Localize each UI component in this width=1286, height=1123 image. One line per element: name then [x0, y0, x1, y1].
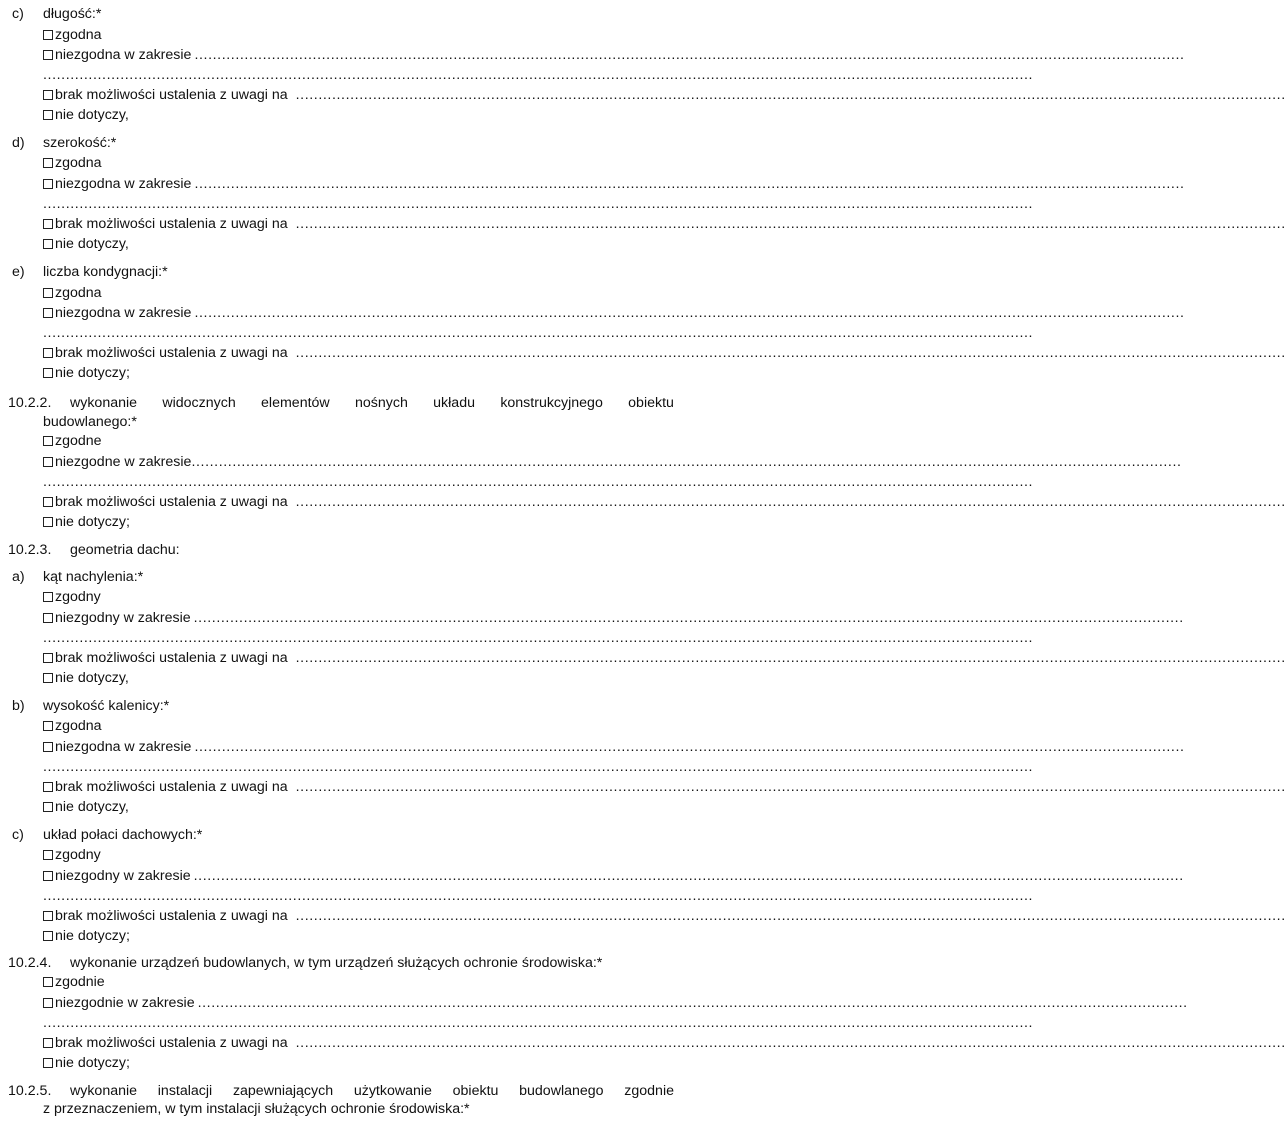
fill-in-line[interactable]: .......................................................................................................................................................................................................................... — [193, 868, 1184, 884]
option-disagree[interactable]: niezgodnie w zakresie .......................................................................................................................................................................................................................... — [43, 993, 674, 1013]
option-agree[interactable]: zgodna — [43, 283, 674, 303]
item-letter: b) — [12, 698, 25, 714]
checkbox-icon[interactable] — [43, 802, 53, 812]
fill-in-continuation[interactable] — [43, 886, 1034, 906]
checkbox-icon[interactable] — [43, 179, 53, 189]
checkbox-icon[interactable] — [43, 457, 53, 467]
item-title: szerokość:* — [43, 135, 117, 151]
option-impossible[interactable]: brak możliwości ustalenia z uwagi na .......................................................................................................................................................................................................................... — [43, 214, 674, 234]
item-letter: a) — [12, 569, 25, 585]
checkbox-icon[interactable] — [43, 998, 53, 1008]
option-agree[interactable]: zgodna — [43, 716, 674, 736]
checkbox-icon[interactable] — [43, 673, 53, 683]
option-disagree[interactable]: niezgodny w zakresie .......................................................................................................................................................................................................................... — [43, 866, 674, 886]
section-number: 10.2.4. — [8, 955, 52, 971]
section-title: wykonanie urządzeń budowlanych, w tym urządzeń służących ochronie środowiska:* — [70, 955, 603, 971]
section-title: wykonanie widocznych elementów nośnych układu konstrukcyjnego obiektu — [70, 395, 674, 411]
option-disagree[interactable]: niezgodna w zakresie .......................................................................................................................................................................................................................... — [43, 737, 674, 757]
fill-in-line[interactable]: .......................................................................................................................................................................................................................... — [194, 47, 1185, 63]
section-number: 10.2.3. — [8, 542, 52, 558]
checkbox-icon[interactable] — [43, 497, 53, 507]
section-title: wykonanie instalacji zapewniających użytkowanie obiektu budowlanego zgodnie — [70, 1083, 674, 1099]
option-not-applicable[interactable]: nie dotyczy; — [43, 363, 674, 383]
checkbox-icon[interactable] — [43, 288, 53, 298]
item-letter: d) — [12, 135, 25, 151]
option-not-applicable[interactable]: nie dotyczy, — [43, 668, 674, 688]
checkbox-icon[interactable] — [43, 721, 53, 731]
option-disagree[interactable]: niezgodna w zakresie .......................................................................................................................................................................................................................... — [43, 45, 674, 65]
checkbox-icon[interactable] — [43, 110, 53, 120]
checkbox-icon[interactable] — [43, 931, 53, 941]
fill-in-continuation[interactable] — [43, 194, 1034, 214]
fill-in-line[interactable]: .......................................................................................................................................................................................................................... — [43, 196, 1034, 212]
checkbox-icon[interactable] — [43, 850, 53, 860]
fill-in-continuation[interactable] — [43, 757, 1034, 777]
checkbox-icon[interactable] — [43, 871, 53, 881]
option-not-applicable[interactable]: nie dotyczy, — [43, 105, 674, 125]
fill-in-line[interactable]: .......................................................................................................................................................................................................................... — [43, 759, 1034, 775]
fill-in-continuation[interactable] — [43, 628, 1034, 648]
fill-in-line[interactable]: .......................................................................................................................................................................................................................... — [295, 779, 1286, 795]
checkbox-icon[interactable] — [43, 1058, 53, 1068]
checkbox-icon[interactable] — [43, 517, 53, 527]
fill-in-line[interactable]: .......................................................................................................................................................................................................................... — [43, 1015, 1034, 1031]
checkbox-icon[interactable] — [43, 653, 53, 663]
fill-in-continuation[interactable] — [43, 65, 1034, 85]
fill-in-line[interactable]: .......................................................................................................................................................................................................................... — [295, 1035, 1286, 1051]
checkbox-icon[interactable] — [43, 1038, 53, 1048]
option-not-applicable[interactable]: nie dotyczy; — [43, 926, 674, 946]
section-title-continuation: z przeznaczeniem, w tym instalacji służących ochronie środowiska:* — [43, 1101, 470, 1117]
option-agree[interactable]: zgodny — [43, 587, 674, 607]
item-letter: e) — [12, 264, 25, 280]
checkbox-icon[interactable] — [43, 911, 53, 921]
item-letter: c) — [12, 827, 24, 843]
fill-in-line[interactable]: .......................................................................................................................................................................................................................... — [43, 474, 1034, 490]
fill-in-continuation[interactable] — [43, 472, 1034, 492]
item-letter: c) — [12, 6, 24, 22]
option-agree[interactable]: zgodna — [43, 25, 674, 45]
checkbox-icon[interactable] — [43, 613, 53, 623]
option-agree[interactable]: zgodne — [43, 431, 674, 451]
checkbox-icon[interactable] — [43, 50, 53, 60]
section-number: 10.2.5. — [8, 1083, 52, 1099]
checkbox-icon[interactable] — [43, 158, 53, 168]
checkbox-icon[interactable] — [43, 592, 53, 602]
section-title: geometria dachu: — [70, 542, 180, 558]
option-impossible[interactable]: brak możliwości ustalenia z uwagi na .......................................................................................................................................................................................................................... — [43, 906, 674, 926]
fill-in-line[interactable]: .......................................................................................................................................................................................................................... — [295, 345, 1286, 361]
option-agree[interactable]: zgodna — [43, 153, 674, 173]
checkbox-icon[interactable] — [43, 308, 53, 318]
checkbox-icon[interactable] — [43, 977, 53, 987]
fill-in-line[interactable]: .......................................................................................................................................................................................................................... — [191, 454, 1182, 470]
option-not-applicable[interactable]: nie dotyczy; — [43, 1053, 674, 1073]
fill-in-line[interactable]: .......................................................................................................................................................................................................................... — [43, 888, 1034, 904]
item-title: kąt nachylenia:* — [43, 569, 144, 585]
fill-in-line[interactable]: .......................................................................................................................................................................................................................... — [197, 995, 1188, 1011]
checkbox-icon[interactable] — [43, 219, 53, 229]
checkbox-icon[interactable] — [43, 30, 53, 40]
option-impossible[interactable]: brak możliwości ustalenia z uwagi na .......................................................................................................................................................................................................................... — [43, 1033, 674, 1053]
fill-in-line[interactable]: .......................................................................................................................................................................................................................... — [295, 494, 1286, 510]
option-impossible[interactable]: brak możliwości ustalenia z uwagi na .......................................................................................................................................................................................................................... — [43, 85, 674, 105]
item-title: liczba kondygnacji:* — [43, 264, 168, 280]
item-title: wysokość kalenicy:* — [43, 698, 170, 714]
fill-in-continuation[interactable] — [43, 1013, 1034, 1033]
checkbox-icon[interactable] — [43, 368, 53, 378]
item-title: układ połaci dachowych:* — [43, 827, 203, 843]
option-disagree[interactable]: niezgodna w zakresie .......................................................................................................................................................................................................................... — [43, 303, 674, 323]
fill-in-line[interactable]: .......................................................................................................................................................................................................................... — [295, 650, 1286, 666]
section-number: 10.2.2. — [8, 395, 52, 411]
checkbox-icon[interactable] — [43, 239, 53, 249]
fill-in-line[interactable]: .......................................................................................................................................................................................................................... — [43, 630, 1034, 646]
fill-in-line[interactable]: .......................................................................................................................................................................................................................... — [43, 67, 1034, 83]
option-impossible[interactable]: brak możliwości ustalenia z uwagi na .......................................................................................................................................................................................................................... — [43, 648, 674, 668]
option-agree[interactable]: zgodny — [43, 845, 674, 865]
option-not-applicable[interactable]: nie dotyczy, — [43, 234, 674, 254]
section-title-continuation: budowlanego:* — [43, 414, 137, 430]
fill-in-line[interactable]: .......................................................................................................................................................................................................................... — [295, 908, 1286, 924]
fill-in-line[interactable]: .......................................................................................................................................................................................................................... — [194, 305, 1185, 321]
fill-in-line[interactable]: .......................................................................................................................................................................................................................... — [194, 176, 1185, 192]
fill-in-continuation[interactable] — [43, 323, 1034, 343]
fill-in-line[interactable]: .......................................................................................................................................................................................................................... — [43, 325, 1034, 341]
fill-in-line[interactable]: .......................................................................................................................................................................................................................... — [295, 216, 1286, 232]
option-not-applicable[interactable]: nie dotyczy; — [43, 512, 674, 532]
option-impossible[interactable]: brak możliwości ustalenia z uwagi na .......................................................................................................................................................................................................................... — [43, 343, 674, 363]
option-impossible[interactable]: brak możliwości ustalenia z uwagi na .......................................................................................................................................................................................................................... — [43, 777, 674, 797]
item-title: długość:* — [43, 6, 102, 22]
fill-in-line[interactable]: .......................................................................................................................................................................................................................... — [193, 610, 1184, 626]
option-agree[interactable]: zgodnie — [43, 972, 674, 992]
option-impossible[interactable]: brak możliwości ustalenia z uwagi na .......................................................................................................................................................................................................................... — [43, 492, 674, 512]
option-disagree[interactable]: niezgodne w zakresie .......................................................................................................................................................................................................................... — [43, 452, 674, 472]
option-disagree[interactable]: niezgodny w zakresie .......................................................................................................................................................................................................................... — [43, 608, 674, 628]
checkbox-icon[interactable] — [43, 90, 53, 100]
option-not-applicable[interactable]: nie dotyczy, — [43, 797, 674, 817]
fill-in-line[interactable]: .......................................................................................................................................................................................................................... — [194, 739, 1185, 755]
checkbox-icon[interactable] — [43, 742, 53, 752]
checkbox-icon[interactable] — [43, 782, 53, 792]
checkbox-icon[interactable] — [43, 348, 53, 358]
option-disagree[interactable]: niezgodna w zakresie .......................................................................................................................................................................................................................... — [43, 174, 674, 194]
checkbox-icon[interactable] — [43, 436, 53, 446]
fill-in-line[interactable]: .......................................................................................................................................................................................................................... — [295, 87, 1286, 103]
